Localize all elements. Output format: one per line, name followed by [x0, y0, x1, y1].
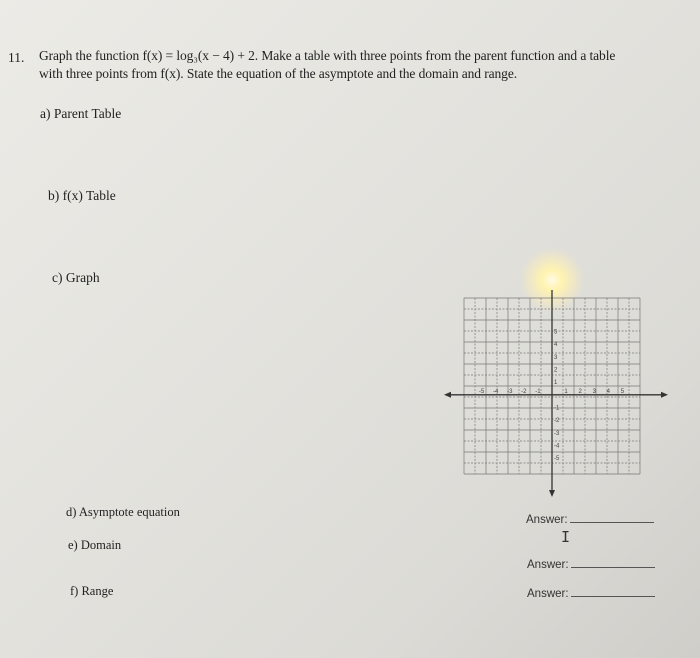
- coordinate-grid[interactable]: [440, 290, 670, 500]
- asymptote-answer[interactable]: [526, 512, 654, 526]
- answer-blank[interactable]: [571, 557, 655, 568]
- x-tick-label: -2: [521, 388, 527, 395]
- y-tick-label: 1: [554, 380, 558, 387]
- domain-answer[interactable]: [527, 557, 655, 571]
- part-a-label: a) Parent Table: [40, 106, 122, 121]
- x-tick-label: -5: [478, 388, 485, 395]
- part-e-label: e) Domain: [68, 538, 122, 552]
- y-tick-label: 5: [554, 329, 558, 336]
- x-tick-label: 1: [564, 388, 568, 395]
- x-tick-label: 4: [606, 388, 610, 395]
- y-tick-label: 3: [554, 354, 558, 361]
- y-tick-label: 2: [554, 367, 558, 374]
- x-tick-label: -3: [507, 388, 513, 395]
- question-text-line-1: Graph the function f(x) = log₃(x − 4) + 2. Make a table with three points from the parent function and a table: [39, 48, 616, 63]
- x-tick-label: -1: [535, 388, 541, 395]
- answer-label: Answer:: [527, 559, 569, 571]
- y-tick-label: -2: [554, 418, 560, 425]
- part-d-label: d) Asymptote equation: [66, 505, 180, 519]
- x-tick-label: 2: [578, 388, 582, 395]
- x-axis-arrow-left: [444, 392, 451, 398]
- x-tick-label: 5: [620, 388, 625, 395]
- question-text-line-2: with three points from f(x). State the equation of the asymptote and the domain and range.: [39, 66, 517, 81]
- answer-label: Answer:: [527, 588, 569, 600]
- y-tick-label: -4: [554, 443, 560, 450]
- y-tick-label: -3: [554, 430, 560, 437]
- axes: [444, 290, 668, 497]
- y-axis-arrow-down: [549, 490, 555, 497]
- range-answer[interactable]: [527, 586, 655, 600]
- question-number: 11.: [8, 50, 25, 65]
- part-f-label: f) Range: [70, 584, 114, 598]
- y-tick-label: 4: [554, 342, 558, 349]
- x-tick-label: -4: [493, 388, 499, 395]
- x-tick-label: 3: [592, 388, 596, 395]
- part-c-label: c) Graph: [52, 270, 100, 285]
- answer-blank[interactable]: [570, 512, 654, 523]
- y-tick-label: -1: [554, 405, 560, 412]
- x-axis-arrow-right: [661, 392, 668, 398]
- part-b-label: b) f(x) Table: [48, 188, 116, 203]
- text-cursor-icon: I: [561, 528, 571, 546]
- y-tick-label: -5: [554, 456, 560, 463]
- answer-blank[interactable]: [571, 586, 655, 597]
- answer-label: Answer:: [526, 514, 568, 526]
